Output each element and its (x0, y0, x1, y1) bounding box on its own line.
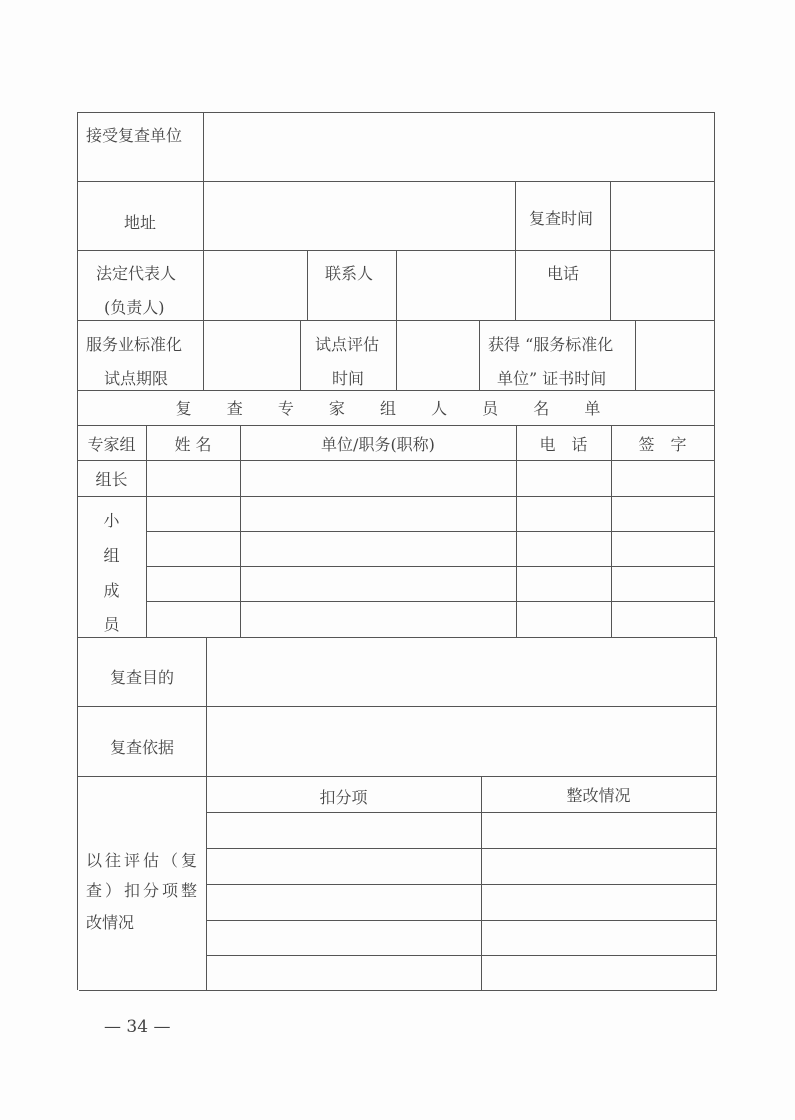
header-name: 姓 名 (174, 435, 212, 454)
table-right-border (716, 637, 717, 990)
basis-label: 复查依据 (110, 738, 175, 757)
pilot-eval-label: 试点评估 (315, 335, 380, 354)
legal-rep-label-sub: (负责人) (104, 298, 165, 317)
row-divider (206, 812, 716, 813)
row-divider (77, 425, 714, 426)
col-divider (481, 776, 482, 990)
row-divider (77, 460, 714, 461)
row-divider (206, 848, 716, 849)
contact-field[interactable] (397, 251, 515, 320)
previous-label: 以往评估（复 (86, 851, 201, 870)
previous-label: 查）扣分项整 (86, 881, 201, 900)
row-divider (206, 920, 716, 921)
review-time-label: 复查时间 (529, 209, 594, 228)
purpose-label: 复查目的 (110, 668, 175, 687)
member-label-char: 成 (103, 581, 120, 600)
col-divider (240, 425, 241, 637)
page-number: — 34 — (104, 1017, 171, 1037)
col-divider (146, 425, 147, 637)
col-divider (611, 425, 612, 637)
legal-rep-field[interactable] (204, 251, 307, 320)
row-divider (146, 566, 714, 567)
cert-time-label: 获得 “服务标准化 (488, 335, 614, 354)
member-label-char: 员 (103, 615, 120, 634)
col-divider (300, 320, 301, 390)
table-right-border (714, 112, 715, 637)
pilot-period-field[interactable] (204, 321, 300, 390)
member-label-char: 小 (103, 511, 120, 530)
address-label: 地址 (124, 213, 157, 232)
cert-time-field[interactable] (636, 321, 714, 390)
row-divider (206, 884, 716, 885)
col-divider (307, 250, 308, 320)
header-expert-group: 专家组 (87, 435, 136, 454)
row-divider (146, 531, 714, 532)
previous-label: 改情况 (86, 913, 135, 932)
row-divider (77, 496, 714, 497)
contact-label: 联系人 (325, 264, 374, 283)
col-divider (516, 425, 517, 637)
leader-label: 组长 (95, 470, 128, 489)
table-bottom-border (79, 990, 717, 991)
row-divider (77, 390, 714, 391)
pilot-period-label-sub: 试点期限 (104, 369, 169, 388)
pilot-eval-label-sub: 时间 (332, 369, 365, 388)
col-divider (515, 181, 516, 320)
deduction-header: 扣分项 (319, 788, 368, 807)
phone-field[interactable] (611, 251, 714, 320)
legal-rep-label: 法定代表人 (96, 264, 177, 283)
cert-time-label-sub: 单位” 证书时间 (497, 369, 607, 388)
member-label-char: 组 (103, 546, 120, 565)
header-phone: 电 话 (539, 435, 588, 454)
row-divider (77, 776, 716, 777)
rectify-header: 整改情况 (566, 786, 631, 805)
basis-field[interactable] (207, 707, 715, 776)
unit-label: 接受复查单位 (86, 126, 183, 145)
pilot-period-label: 服务业标准化 (86, 335, 183, 354)
unit-field[interactable] (204, 113, 714, 181)
expert-section-title: 复 查 专 家 组 人 员 名 单 (175, 399, 616, 418)
purpose-field[interactable] (207, 638, 715, 706)
row-divider (146, 601, 714, 602)
pilot-eval-field[interactable] (397, 321, 479, 390)
phone-label: 电话 (547, 264, 580, 283)
col-divider (479, 320, 480, 390)
review-time-field[interactable] (611, 182, 714, 250)
header-signature: 签 字 (638, 435, 687, 454)
header-unit-position: 单位/职务(职称) (321, 435, 435, 454)
row-divider (206, 955, 716, 956)
address-field[interactable] (204, 182, 515, 250)
